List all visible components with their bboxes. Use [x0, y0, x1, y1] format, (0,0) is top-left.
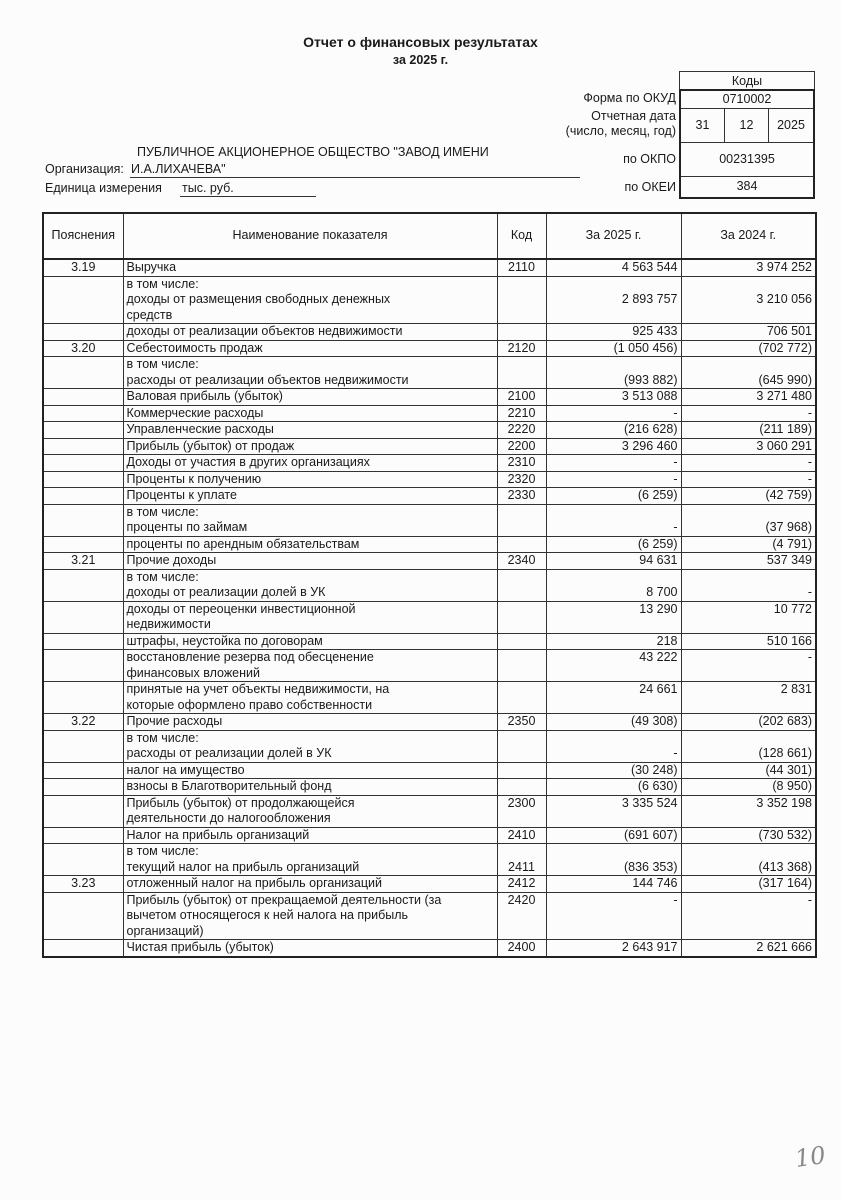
row-value-2025: 4 563 544	[546, 259, 681, 276]
row-value-2024: (42 759)	[681, 488, 816, 505]
row-indicator-name-line: восстановление резерва под обесценение	[126, 650, 374, 664]
row-note	[43, 438, 123, 455]
col-header-code: Код	[497, 213, 546, 259]
row-value-2024: 3 352 198	[681, 795, 816, 827]
row-indicator-name-line: Налог на прибыль организаций	[126, 827, 310, 842]
row-indicator-name	[123, 276, 497, 324]
row-value-2025: (993 882)	[546, 357, 681, 389]
row-indicator-name-line: Прибыль (убыток) от прекращаемой деятельности (за	[126, 892, 442, 907]
row-indicator-name	[123, 940, 497, 957]
row-value-2024: 10 772	[681, 601, 816, 633]
row-code: 2100	[497, 389, 546, 406]
row-value-2024: 537 349	[681, 553, 816, 570]
report-date-label-line2: (число, месяц, год)	[565, 124, 676, 138]
row-indicator-name	[123, 682, 497, 714]
row-value-2025: 2 893 757	[546, 276, 681, 324]
row-indicator-name	[123, 779, 497, 796]
row-value-2025: (30 248)	[546, 762, 681, 779]
row-value-2024: -	[681, 471, 816, 488]
table-row	[43, 682, 816, 714]
row-indicator-name-line: взносы в Благотворительный фонд	[126, 779, 332, 793]
row-indicator-name-line: в том числе:	[126, 844, 199, 858]
table-row	[43, 892, 816, 940]
row-indicator-name-line: которые оформлено право собственности	[126, 697, 373, 712]
organization-name-line1: ПУБЛИЧНОЕ АКЦИОНЕРНОЕ ОБЩЕСТВО "ЗАВОД ИМЕНИ	[137, 145, 489, 159]
row-value-2024: 2 621 666	[681, 940, 816, 957]
row-value-2024: 3 974 252	[681, 259, 816, 276]
okud-label: Форма по ОКУД	[583, 91, 676, 105]
row-indicator-name	[123, 633, 497, 650]
row-indicator-name	[123, 488, 497, 505]
row-indicator-name	[123, 438, 497, 455]
row-note	[43, 455, 123, 472]
table-row	[43, 324, 816, 341]
row-indicator-name-line: недвижимости	[126, 617, 211, 631]
row-value-2025: (6 259)	[546, 536, 681, 553]
row-note	[43, 405, 123, 422]
row-indicator-name	[123, 892, 497, 940]
row-indicator-name	[123, 601, 497, 633]
col-header-indicator: Наименование показателя	[123, 213, 497, 259]
table-row	[43, 844, 816, 876]
row-code: 2400	[497, 940, 546, 957]
row-indicator-name-line: принятые на учет объекты недвижимости, на	[126, 682, 390, 696]
row-code: 2220	[497, 422, 546, 439]
row-code: 2330	[497, 488, 546, 505]
row-code: 2110	[497, 259, 546, 276]
row-value-2024: 3 060 291	[681, 438, 816, 455]
table-row	[43, 357, 816, 389]
table-row	[43, 536, 816, 553]
row-indicator-name-line: в том числе:	[126, 569, 199, 584]
row-indicator-name	[123, 504, 497, 536]
row-note: 3.20	[43, 340, 123, 357]
row-indicator-name	[123, 455, 497, 472]
row-indicator-name-line: в том числе:	[126, 357, 199, 371]
row-value-2025: 3 335 524	[546, 795, 681, 827]
row-indicator-name-line: в том числе:	[126, 504, 199, 519]
row-indicator-name-line: Доходы от участия в других организациях	[126, 455, 370, 469]
row-indicator-name-line: доходы от размещения свободных денежных	[126, 292, 391, 306]
row-indicator-name-line: проценты по займам	[126, 520, 248, 534]
row-indicator-name-line: проценты по арендным обязательствам	[126, 536, 360, 551]
row-indicator-name	[123, 730, 497, 762]
row-value-2025: 43 222	[546, 650, 681, 682]
row-indicator-name	[123, 762, 497, 779]
row-code: 2412	[497, 876, 546, 893]
row-indicator-name-line: текущий налог на прибыль организаций	[126, 859, 360, 874]
row-code	[497, 779, 546, 796]
row-indicator-name-line: отложенный налог на прибыль организаций	[126, 876, 382, 890]
row-indicator-name-line: доходы от реализации объектов недвижимости	[126, 324, 403, 338]
row-code: 2320	[497, 471, 546, 488]
row-value-2024: 2 831	[681, 682, 816, 714]
row-code	[497, 601, 546, 633]
row-code	[497, 536, 546, 553]
row-note: 3.23	[43, 876, 123, 893]
okpo-label: по ОКПО	[623, 152, 676, 166]
row-note	[43, 682, 123, 714]
row-indicator-name-line: Прибыль (убыток) от продолжающейся	[126, 795, 355, 810]
row-indicator-name-line: расходы от реализации долей в УК	[126, 746, 332, 760]
row-value-2024: 3 271 480	[681, 389, 816, 406]
row-note	[43, 762, 123, 779]
row-indicator-name	[123, 422, 497, 439]
organization-name-line2: И.А.ЛИХАЧЕВА"	[131, 162, 226, 176]
row-value-2024: (202 683)	[681, 714, 816, 731]
row-note	[43, 569, 123, 601]
unit-value: тыс. руб.	[182, 181, 234, 195]
table-row	[43, 730, 816, 762]
row-note	[43, 536, 123, 553]
row-value-2025: -	[546, 504, 681, 536]
codes-frame	[679, 89, 815, 199]
row-indicator-name-line: налог на имущество	[126, 762, 245, 777]
row-value-2024: (4 791)	[681, 536, 816, 553]
row-indicator-name	[123, 714, 497, 731]
row-value-2025: (1 050 456)	[546, 340, 681, 357]
table-row	[43, 422, 816, 439]
row-value-2025: -	[546, 730, 681, 762]
row-code: 2210	[497, 405, 546, 422]
row-code	[497, 276, 546, 324]
row-code: 2350	[497, 714, 546, 731]
row-indicator-name-line: Валовая прибыль (убыток)	[126, 389, 283, 403]
table-row	[43, 340, 816, 357]
row-value-2024: 510 166	[681, 633, 816, 650]
row-indicator-name	[123, 876, 497, 893]
row-code	[497, 569, 546, 601]
row-value-2025: 925 433	[546, 324, 681, 341]
row-indicator-name	[123, 357, 497, 389]
table-header-row	[43, 213, 816, 259]
row-value-2024: (44 301)	[681, 762, 816, 779]
report-date-value	[681, 109, 813, 143]
row-code: 2310	[497, 455, 546, 472]
unit-underline	[180, 196, 316, 197]
row-code	[497, 357, 546, 389]
row-value-2025: (49 308)	[546, 714, 681, 731]
codes-header: Коды	[679, 71, 815, 90]
row-value-2024: (37 968)	[681, 504, 816, 536]
row-indicator-name-line: Прочие расходы	[126, 714, 223, 728]
row-note: 3.21	[43, 553, 123, 570]
table-body	[43, 259, 816, 957]
row-value-2025: (691 607)	[546, 827, 681, 844]
table-row	[43, 714, 816, 731]
row-note	[43, 940, 123, 957]
row-note	[43, 422, 123, 439]
report-date-label-line1: Отчетная дата	[591, 109, 676, 123]
table-row	[43, 633, 816, 650]
row-note	[43, 389, 123, 406]
financial-results-table	[42, 212, 817, 958]
row-note	[43, 892, 123, 940]
row-indicator-name-line: в том числе:	[126, 276, 199, 291]
row-value-2024: -	[681, 569, 816, 601]
table-row	[43, 650, 816, 682]
col-header-notes: Пояснения	[43, 213, 123, 259]
row-value-2025: 3 296 460	[546, 438, 681, 455]
row-value-2024: (413 368)	[681, 844, 816, 876]
row-note	[43, 601, 123, 633]
row-indicator-name-line: финансовых вложений	[126, 665, 260, 680]
row-indicator-name	[123, 259, 497, 276]
row-indicator-name	[123, 536, 497, 553]
table-row	[43, 488, 816, 505]
row-value-2024: (317 164)	[681, 876, 816, 893]
row-indicator-name-line: Проценты к получению	[126, 471, 262, 486]
table-row	[43, 569, 816, 601]
table-row	[43, 553, 816, 570]
row-indicator-name-line: в том числе:	[126, 730, 199, 745]
row-code	[497, 633, 546, 650]
row-indicator-name	[123, 471, 497, 488]
table-row	[43, 405, 816, 422]
row-note	[43, 633, 123, 650]
row-code	[497, 730, 546, 762]
row-indicator-name	[123, 553, 497, 570]
row-note	[43, 504, 123, 536]
row-value-2024: -	[681, 892, 816, 940]
table-row	[43, 827, 816, 844]
report-title: Отчет о финансовых результатах	[303, 34, 538, 50]
row-note: 3.19	[43, 259, 123, 276]
row-indicator-name	[123, 405, 497, 422]
row-value-2024: -	[681, 405, 816, 422]
row-indicator-name	[123, 844, 497, 876]
row-value-2024: 706 501	[681, 324, 816, 341]
row-indicator-name-line: штрафы, неустойка по договорам	[126, 633, 323, 648]
row-indicator-name	[123, 650, 497, 682]
row-value-2025: -	[546, 455, 681, 472]
okud-value: 0710002	[681, 91, 813, 109]
row-value-2025: 3 513 088	[546, 389, 681, 406]
table-row	[43, 762, 816, 779]
table-row	[43, 601, 816, 633]
date-year: 2025	[777, 118, 805, 132]
row-indicator-name-line: расходы от реализации объектов недвижимости	[126, 372, 409, 387]
table-row	[43, 438, 816, 455]
col-header-2025: За 2025 г.	[546, 213, 681, 259]
row-value-2025: -	[546, 892, 681, 940]
row-indicator-name-line: Себестоимость продаж	[126, 340, 263, 355]
row-indicator-name-line: Управленческие расходы	[126, 422, 274, 436]
row-indicator-name-line: Коммерческие расходы	[126, 405, 264, 420]
row-value-2025: 2 643 917	[546, 940, 681, 957]
report-date-label	[566, 109, 676, 139]
row-note	[43, 357, 123, 389]
row-indicator-name-line: организаций)	[126, 923, 204, 938]
row-note	[43, 324, 123, 341]
table-row	[43, 940, 816, 957]
table-row	[43, 471, 816, 488]
table-row	[43, 795, 816, 827]
row-value-2025: 13 290	[546, 601, 681, 633]
row-indicator-name-line: деятельности до налогообложения	[126, 811, 331, 825]
table-row	[43, 455, 816, 472]
table-row	[43, 276, 816, 324]
row-value-2025: (836 353)	[546, 844, 681, 876]
row-value-2024: (211 189)	[681, 422, 816, 439]
table-row	[43, 779, 816, 796]
row-indicator-name-line: Выручка	[126, 260, 177, 274]
row-code: 2411	[497, 844, 546, 876]
row-note	[43, 471, 123, 488]
row-code: 2300	[497, 795, 546, 827]
row-note	[43, 779, 123, 796]
date-day: 31	[681, 109, 725, 142]
row-note	[43, 276, 123, 324]
row-note	[43, 730, 123, 762]
row-code	[497, 650, 546, 682]
row-value-2025: 218	[546, 633, 681, 650]
row-value-2025: 8 700	[546, 569, 681, 601]
date-month: 12	[725, 109, 769, 142]
row-value-2025: 24 661	[546, 682, 681, 714]
report-period: за 2025 г.	[392, 53, 449, 67]
row-value-2024: (702 772)	[681, 340, 816, 357]
row-value-2024: (645 990)	[681, 357, 816, 389]
row-value-2025: -	[546, 471, 681, 488]
handwritten-page-number: 10	[793, 1141, 828, 1173]
row-value-2025: (216 628)	[546, 422, 681, 439]
organization-label: Организация:	[45, 162, 124, 176]
row-indicator-name-line: Прибыль (убыток) от продаж	[126, 438, 295, 453]
row-code: 2410	[497, 827, 546, 844]
row-value-2024: 3 210 056	[681, 276, 816, 324]
row-indicator-name-line: средств	[126, 307, 173, 322]
row-value-2024: -	[681, 455, 816, 472]
okpo-value: 00231395	[681, 143, 813, 177]
row-value-2025: (6 259)	[546, 488, 681, 505]
row-code: 2200	[497, 438, 546, 455]
unit-label: Единица измерения	[45, 181, 162, 195]
row-value-2024: (730 532)	[681, 827, 816, 844]
row-code: 2120	[497, 340, 546, 357]
row-indicator-name-line: доходы от реализации долей в УК	[126, 585, 326, 599]
row-indicator-name	[123, 827, 497, 844]
row-code	[497, 762, 546, 779]
row-code	[497, 324, 546, 341]
row-value-2024: (128 661)	[681, 730, 816, 762]
table-row	[43, 504, 816, 536]
row-indicator-name	[123, 795, 497, 827]
row-indicator-name-line: Чистая прибыль (убыток)	[126, 940, 274, 954]
table-row	[43, 259, 816, 276]
row-indicator-name	[123, 389, 497, 406]
row-indicator-name-line: доходы от переоценки инвестиционной	[126, 601, 356, 616]
row-indicator-name-line: Проценты к уплате	[126, 488, 237, 502]
row-note	[43, 488, 123, 505]
row-value-2025: 144 746	[546, 876, 681, 893]
row-code: 2420	[497, 892, 546, 940]
row-note	[43, 827, 123, 844]
row-code	[497, 682, 546, 714]
row-value-2025: (6 630)	[546, 779, 681, 796]
table-row	[43, 876, 816, 893]
row-code	[497, 504, 546, 536]
okei-label: по ОКЕИ	[624, 180, 676, 194]
row-value-2025: 94 631	[546, 553, 681, 570]
row-indicator-name	[123, 324, 497, 341]
row-note	[43, 844, 123, 876]
row-indicator-name	[123, 340, 497, 357]
row-note	[43, 650, 123, 682]
row-note	[43, 795, 123, 827]
row-value-2024: (8 950)	[681, 779, 816, 796]
row-indicator-name-line: вычетом относящегося к ней налога на прибыль	[126, 908, 409, 922]
table-row	[43, 389, 816, 406]
organization-underline	[130, 177, 580, 178]
row-indicator-name	[123, 569, 497, 601]
row-code: 2340	[497, 553, 546, 570]
row-note: 3.22	[43, 714, 123, 731]
row-value-2024: -	[681, 650, 816, 682]
okei-value: 384	[736, 179, 758, 193]
row-value-2025: -	[546, 405, 681, 422]
row-indicator-name-line: Прочие доходы	[126, 553, 217, 567]
col-header-2024: За 2024 г.	[681, 213, 816, 259]
